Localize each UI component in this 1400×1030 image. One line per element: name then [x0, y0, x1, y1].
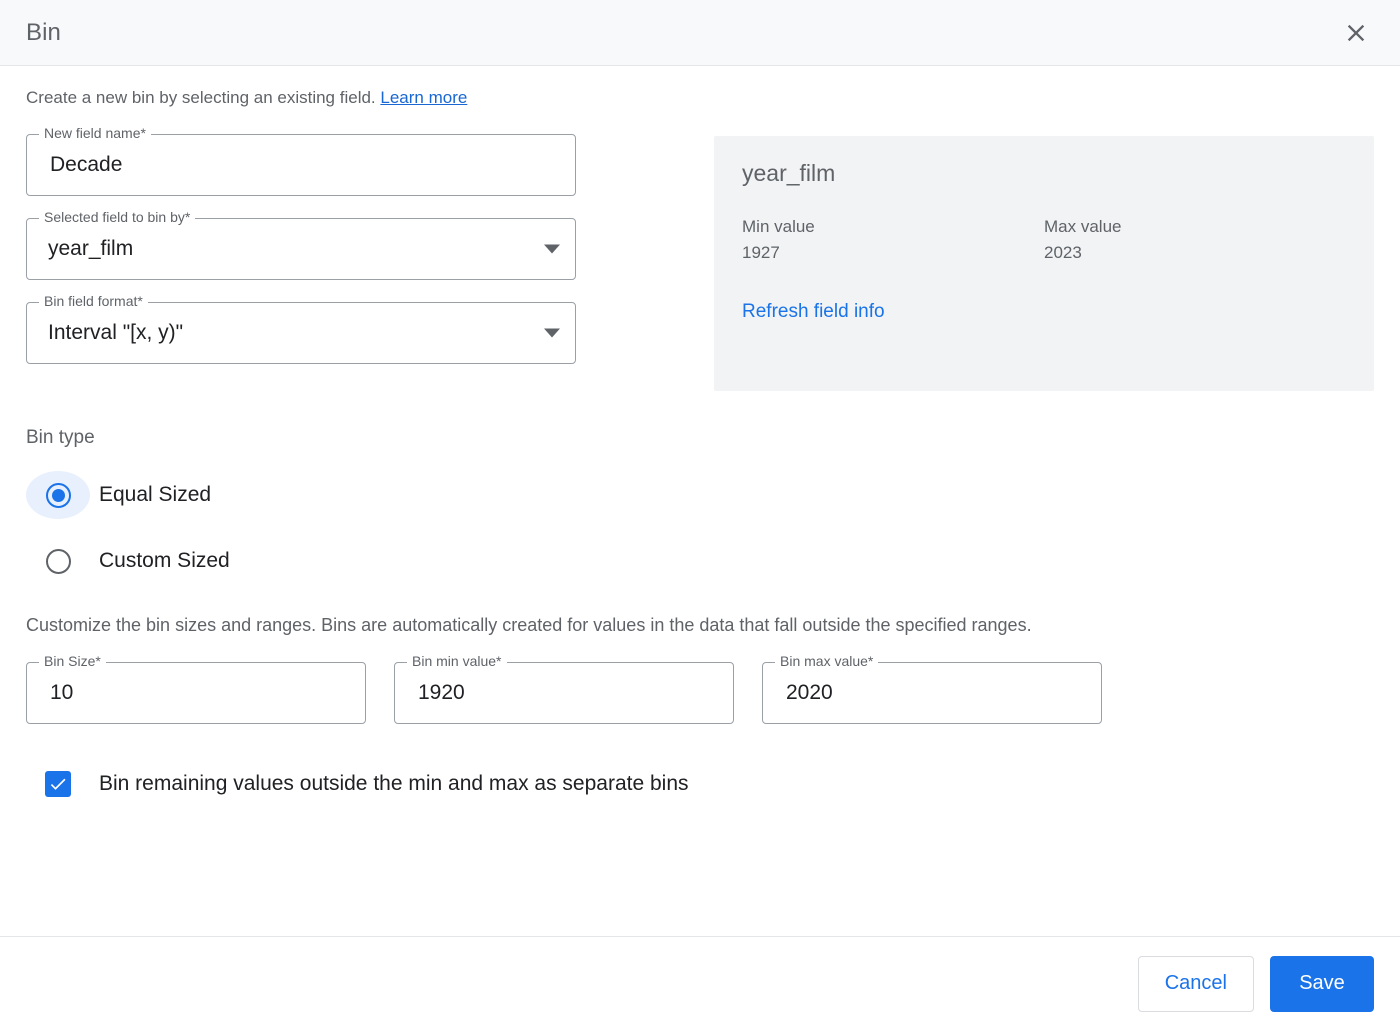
radio-equal-sized-label: Equal Sized	[99, 483, 212, 506]
radio-button-outer	[46, 483, 71, 508]
radio-button-outer	[46, 549, 71, 574]
bin-min-field[interactable]	[394, 653, 734, 724]
close-icon	[1342, 19, 1370, 47]
bin-field-format-value: Interval "[x, y)"	[48, 321, 184, 344]
close-button[interactable]	[1336, 13, 1376, 53]
radio-custom-sized[interactable]	[26, 537, 346, 585]
radio-hit-area[interactable]	[26, 537, 90, 585]
new-field-name-input[interactable]	[48, 134, 528, 196]
max-value: 2023	[1044, 243, 1082, 262]
field-info-panel	[714, 136, 1374, 391]
chevron-down-icon[interactable]	[544, 245, 560, 254]
radio-equal-sized[interactable]	[26, 471, 346, 519]
customize-help-text: Customize the bin sizes and ranges. Bins are automatically created for values in the data that fall outside the specified ranges.	[26, 615, 1032, 635]
bin-remaining-values-checkbox-row[interactable]	[26, 760, 1374, 808]
new-field-name-field[interactable]	[26, 125, 576, 196]
checkbox-hit-area[interactable]	[26, 760, 90, 808]
bin-remaining-values-label: Bin remaining values outside the min and max as separate bins	[99, 772, 689, 795]
bin-max-input[interactable]	[784, 662, 1054, 724]
intro-label: Create a new bin by selecting an existing field.	[26, 88, 376, 107]
min-value-stat	[742, 217, 1044, 263]
new-field-name-label: New field name*	[39, 125, 151, 141]
bin-max-label: Bin max value*	[775, 653, 878, 669]
check-icon	[48, 774, 68, 794]
chevron-down-icon[interactable]	[544, 329, 560, 338]
bin-field-format-label: Bin field format*	[39, 293, 148, 309]
dialog-footer	[0, 936, 1400, 1030]
selected-field-dropdown[interactable]	[26, 209, 576, 280]
dialog-body	[0, 66, 1400, 936]
intro-text	[26, 88, 1374, 108]
field-info-title: year_film	[742, 160, 836, 186]
min-value-label: Min value	[742, 217, 815, 236]
field-info-column	[714, 134, 1374, 391]
max-value-label: Max value	[1044, 217, 1122, 236]
selected-field-value: year_film	[48, 237, 134, 260]
top-columns	[26, 125, 1374, 391]
dialog-header	[0, 0, 1400, 66]
save-button[interactable]: Save	[1270, 956, 1374, 1012]
selected-field-label: Selected field to bin by*	[39, 209, 195, 225]
cancel-button[interactable]: Cancel	[1138, 956, 1254, 1012]
field-info-stats	[742, 217, 1346, 263]
bin-size-field[interactable]	[26, 653, 366, 724]
max-value-stat	[1044, 217, 1346, 263]
bin-min-input[interactable]	[416, 662, 686, 724]
radio-hit-area[interactable]	[26, 471, 90, 519]
form-column	[26, 125, 714, 391]
bin-field-format-dropdown[interactable]	[26, 293, 576, 364]
page-title: Bin	[26, 18, 61, 46]
radio-button-inner	[52, 489, 65, 502]
min-value: 1927	[742, 243, 780, 262]
radio-custom-sized-label: Custom Sized	[99, 549, 230, 572]
bin-range-fields	[26, 653, 1374, 724]
learn-more-link[interactable]: Learn more	[380, 88, 468, 107]
bin-type-label: Bin type	[26, 427, 95, 448]
bin-max-field[interactable]	[762, 653, 1102, 724]
refresh-field-info-link[interactable]: Refresh field info	[742, 301, 885, 322]
bin-min-label: Bin min value*	[407, 653, 507, 669]
bin-size-label: Bin Size*	[39, 653, 106, 669]
checkbox-checked[interactable]	[45, 771, 71, 797]
bin-size-input[interactable]	[48, 662, 318, 724]
